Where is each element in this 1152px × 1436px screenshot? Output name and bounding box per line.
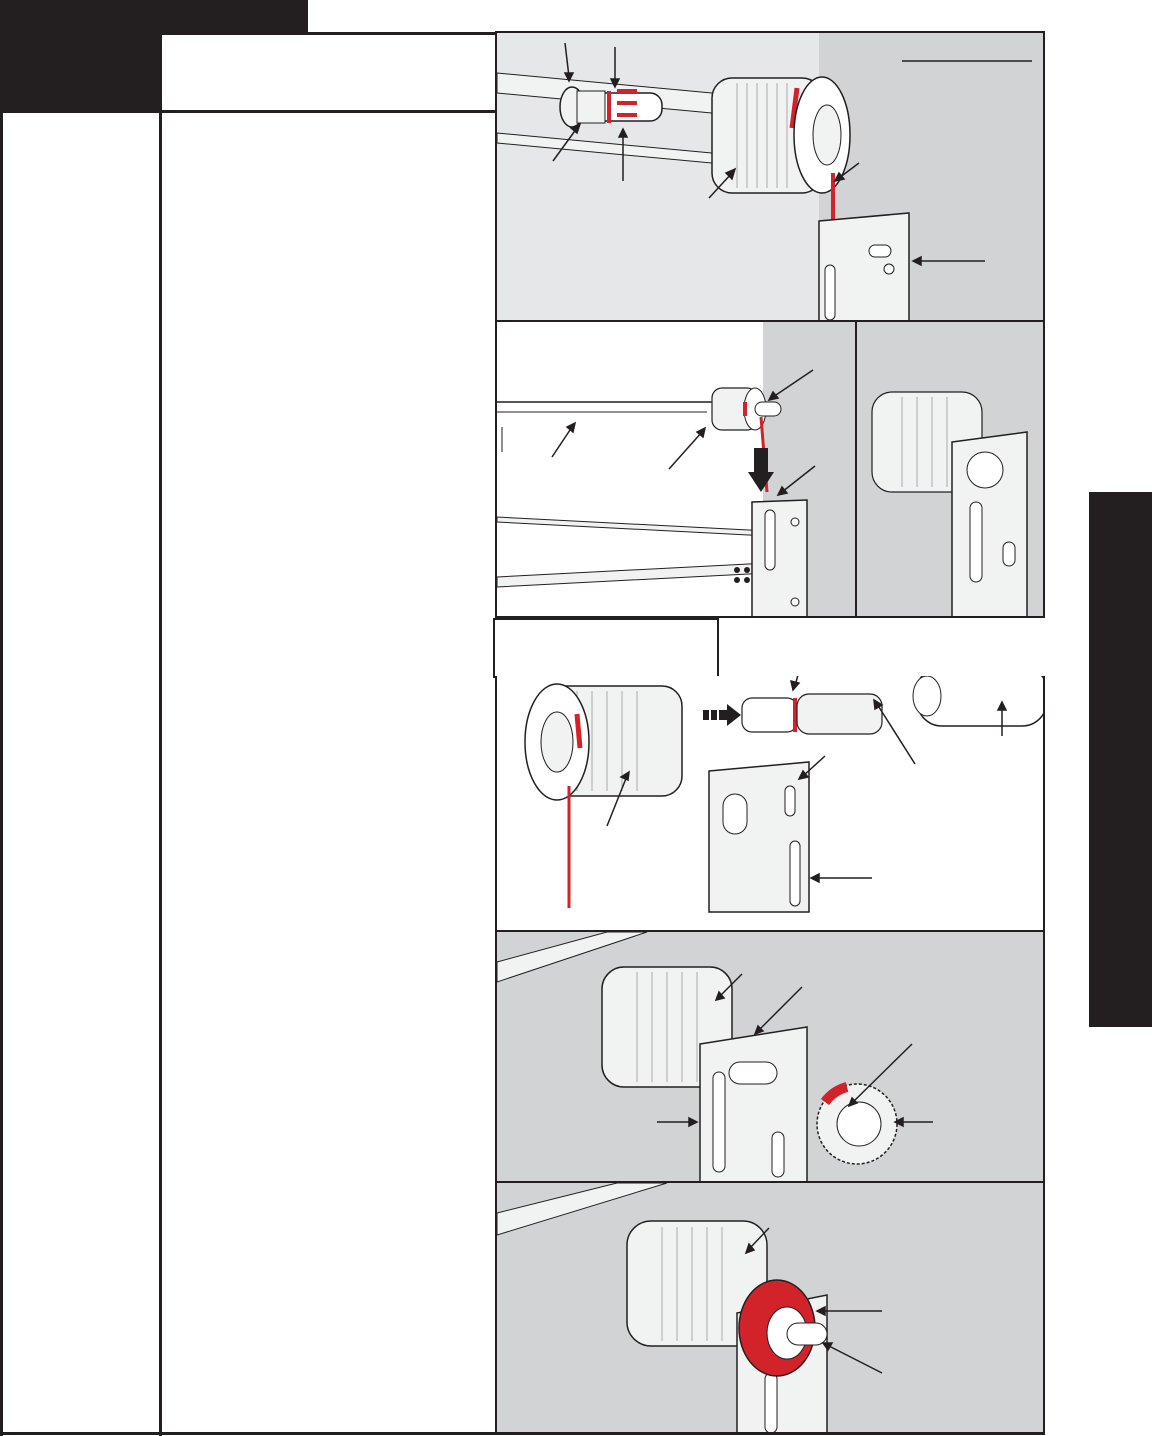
bracket [752,500,807,618]
figure-1 [495,31,1045,322]
gear [817,1084,897,1164]
table-header-rule [0,110,497,113]
cone [742,694,882,734]
section-side-tab [1089,492,1152,1027]
header-tab [0,0,308,32]
table-top-rule [0,32,497,35]
figure-6 [495,1181,1045,1434]
bracket [709,762,809,912]
spring-drum [525,684,682,800]
shaft [913,676,1045,726]
figure-3 [855,320,1045,618]
bracket [700,1027,807,1183]
figure-2 [495,320,858,618]
tube-end [560,87,662,127]
callout-box [493,618,719,678]
bracket [819,213,909,322]
step-number-box [0,32,160,112]
table-left-rule [0,110,3,1436]
table-col-rule [159,32,162,1436]
figure-5 [495,930,1045,1183]
figure-4 [495,676,1045,932]
bracket [952,432,1027,618]
